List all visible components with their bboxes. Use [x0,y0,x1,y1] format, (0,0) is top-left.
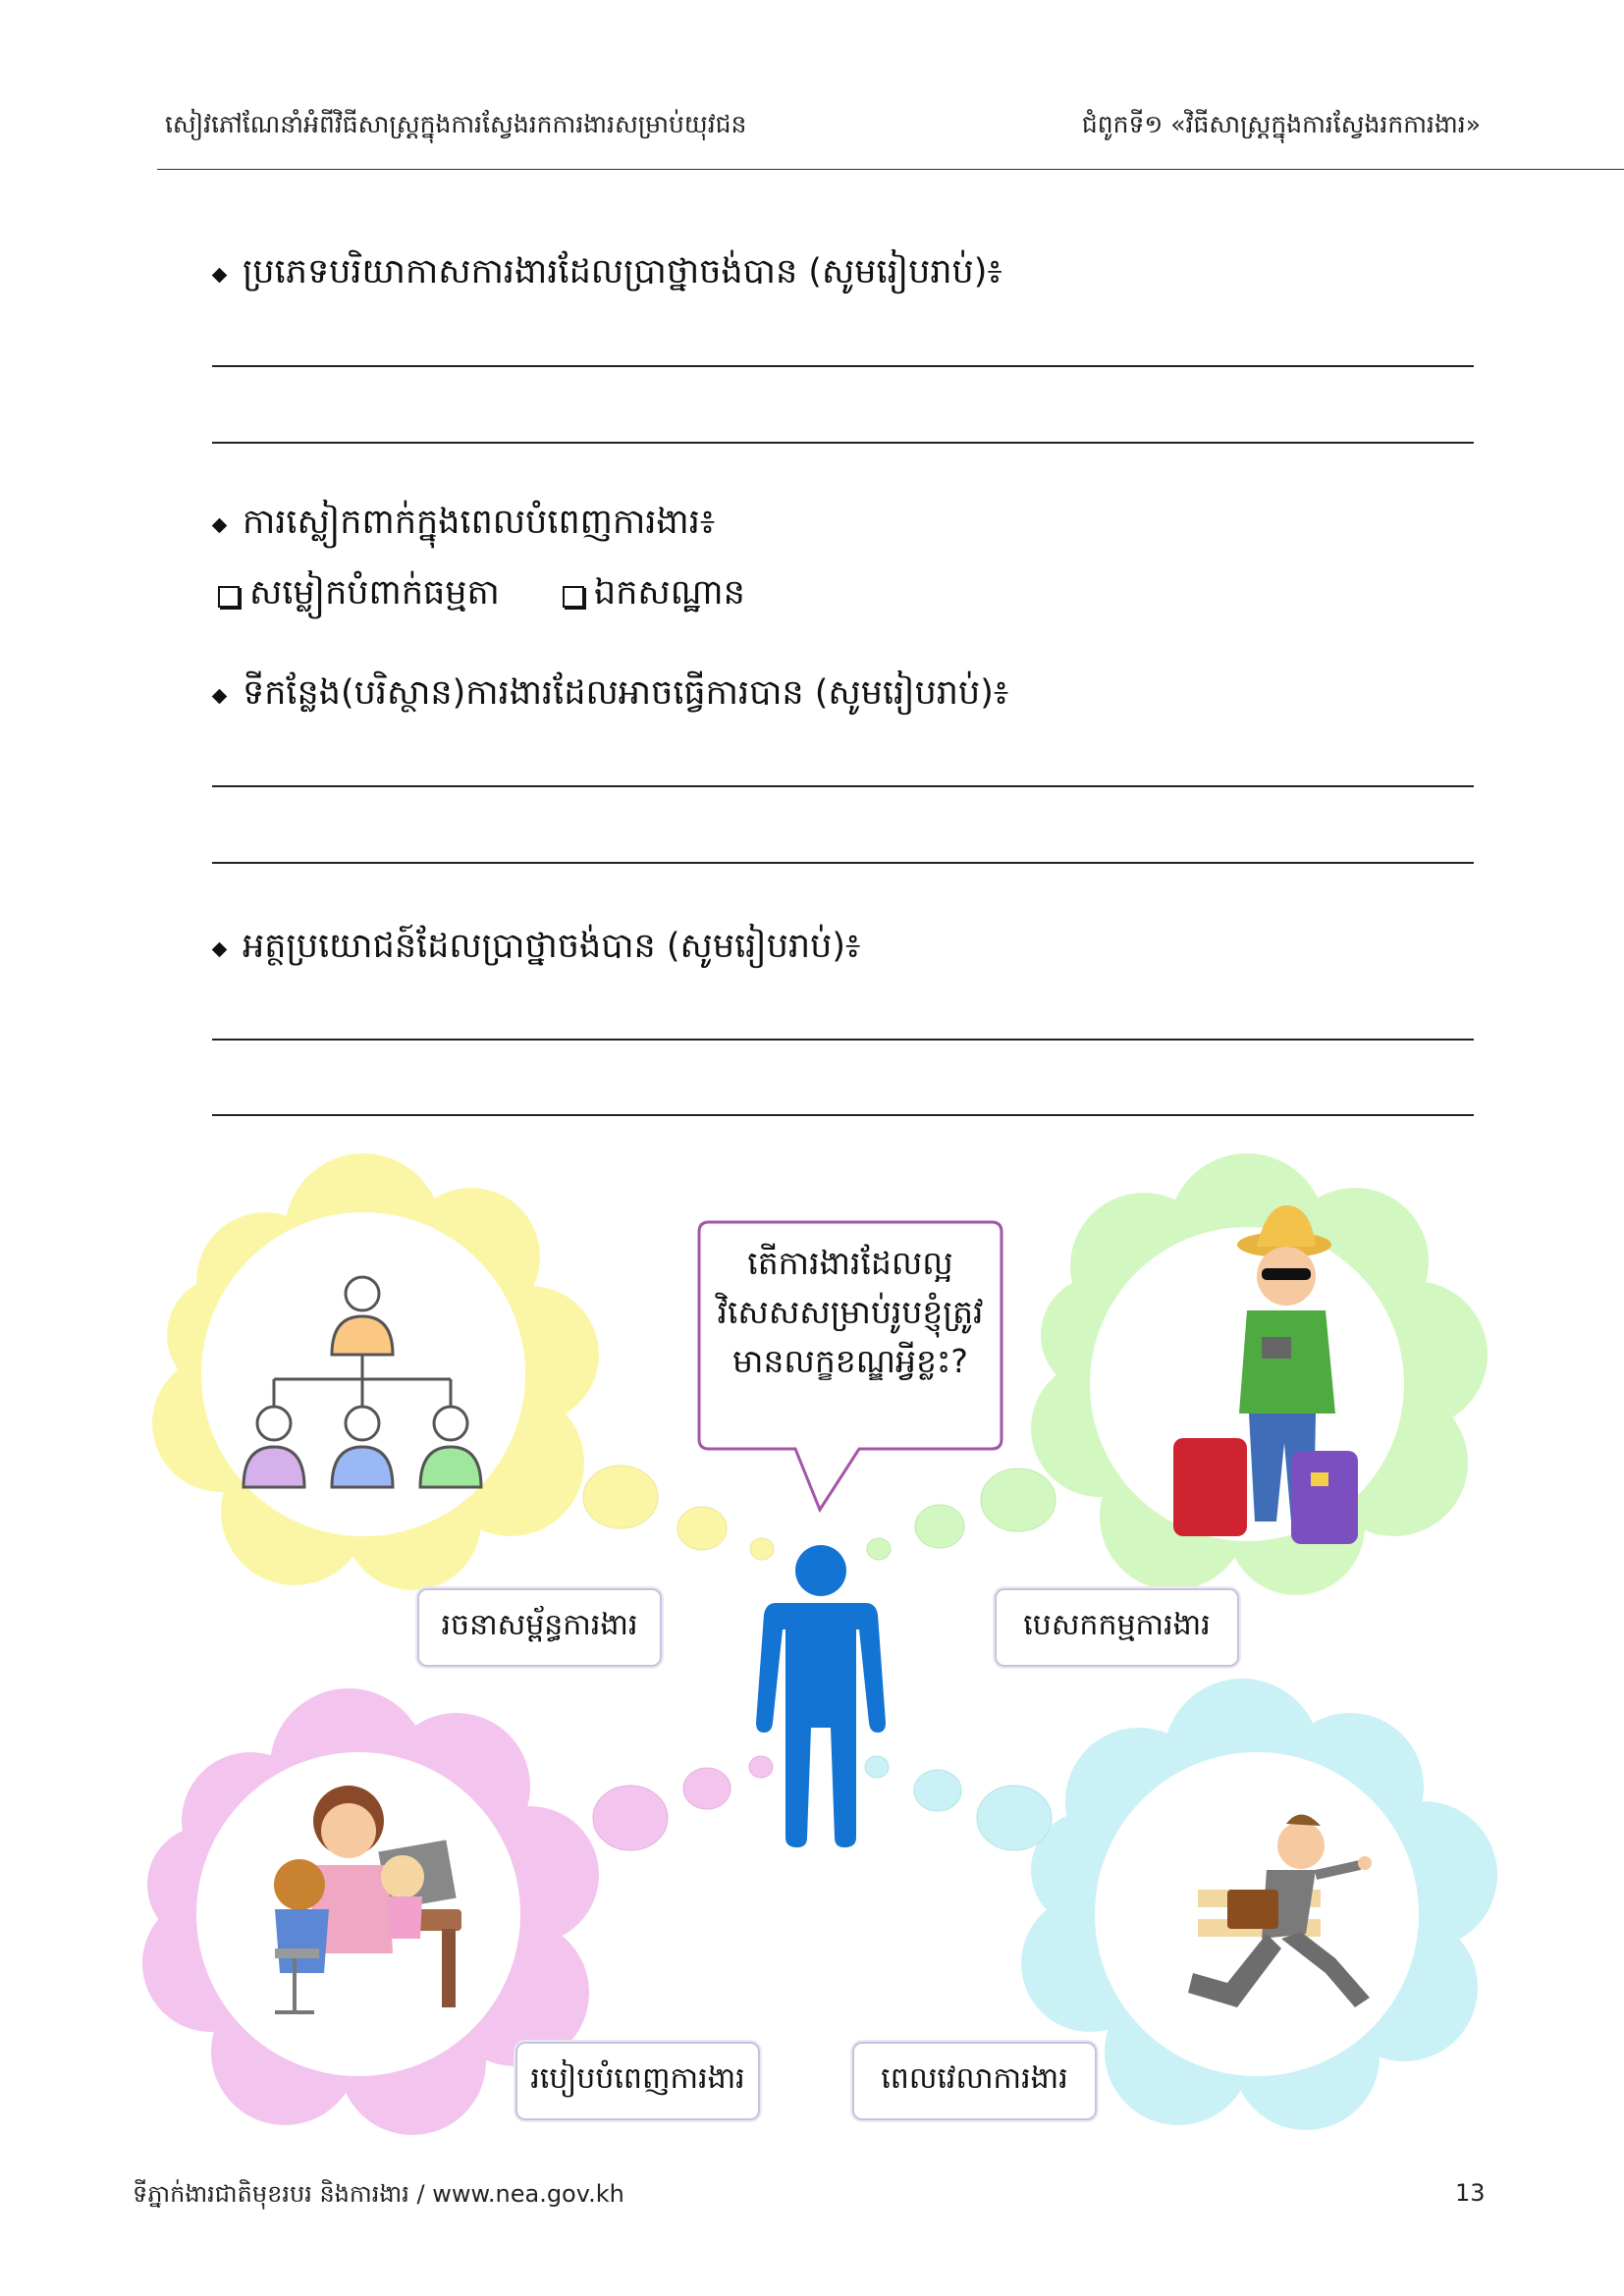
header-left-title: សៀវភៅណែនាំអំពីវិធីសាស្ត្រក្នុងការស្វែងរកការងារសម្រាប់យុវជន [165,110,747,138]
speech-line: មានលក្ខខណ្ឌអ្វីខ្លះ? [732,1342,968,1380]
label-mission: បេសកកម្មការងារ [995,1588,1239,1667]
label-method: របៀបបំពេញការងារ [515,2042,760,2120]
cloud-structure [152,1153,599,1590]
question-text: អត្ថប្រយោជន៍ដែលប្រាថ្នាចង់បាន (សូមរៀបរាប់)៖ [243,927,861,966]
speech-line: តើការងារដែលល្អ [747,1244,953,1282]
option-label: ឯកសណ្ឋាន [594,573,745,613]
header-right-title: ជំពូកទី១ «វិធីសាស្ត្រក្នុងការស្វែងរកការងារ» [1081,110,1481,138]
footer-agency: ទីភ្នាក់ងារជាតិមុខរបរ និងការងារ / www.nea.gov.kh [133,2180,624,2208]
option-label: សម្លៀកបំពាក់ធម្មតា [249,573,500,613]
speech-bubble-text [699,1239,1001,1386]
page-number: 13 [1455,2179,1486,2207]
question-text: ប្រភេទបរិយាកាសការងារដែលប្រាថ្នាចង់បាន (សូមរៀបរាប់)៖ [243,252,1002,292]
question-text: ទីកន្លែង(បរិស្ថាន)ការងារដែលអាចធ្វើការបាន (សូមរៀបរាប់)៖ [243,673,1009,713]
person-icon [756,1545,886,1847]
question-text: ការស្លៀកពាក់ក្នុងពេលបំពេញការងារ៖ [243,503,716,542]
label-structure: រចនាសម្ព័ន្ធការងារ [417,1588,662,1667]
speech-line: វិសេសសម្រាប់រូបខ្ញុំត្រូវ [717,1293,984,1331]
label-time: ពេលវេលាការងារ [852,2042,1097,2120]
